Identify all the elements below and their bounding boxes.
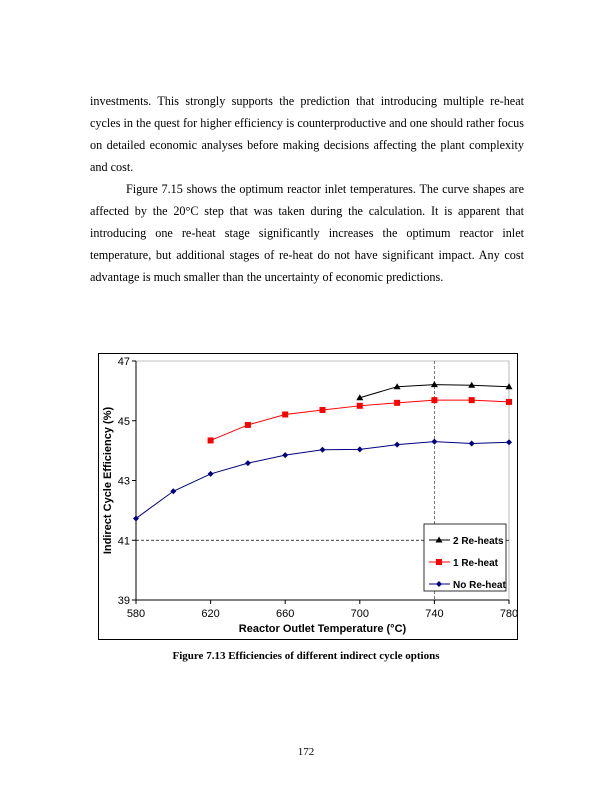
efficiency-chart <box>98 353 518 640</box>
data-point <box>208 437 214 443</box>
x-tick-label: 660 <box>276 608 295 620</box>
data-point <box>245 460 251 466</box>
x-tick-label: 780 <box>499 608 519 620</box>
data-point <box>320 407 326 413</box>
legend-label: No Re-heat <box>453 580 506 591</box>
data-point <box>431 397 437 403</box>
figure-caption: Figure 7.13 Efficiencies of different indirect cycle options <box>172 650 440 662</box>
data-point <box>506 399 512 405</box>
data-point <box>431 381 438 387</box>
data-point <box>282 452 288 458</box>
page-number: 172 <box>297 746 315 758</box>
x-axis-title: Reactor Outlet Temperature (°C) <box>238 623 407 635</box>
data-point <box>469 397 475 403</box>
data-point <box>357 446 363 452</box>
data-point <box>469 440 475 446</box>
legend-marker <box>436 559 442 565</box>
x-tick-label: 700 <box>350 608 369 620</box>
data-point <box>394 400 400 406</box>
x-tick-label: 740 <box>425 608 444 620</box>
data-point <box>320 447 326 453</box>
y-tick-label: 39 <box>117 595 130 607</box>
data-point <box>506 439 512 445</box>
y-axis-title: Indirect Cycle Efficiency (%) <box>102 406 114 555</box>
data-point <box>208 471 214 477</box>
paragraph: Figure 7.15 shows the optimum reactor inlet temperatures. The curve shapes are affected by the 20°C step that was taken during the calculation. It is apparent that introducing one re-heat stage significantly increases the optimum reactor inlet temperature, but additional stages of re-heat do not have significant impact. Any cost advantage is much smaller than the uncertainty of economic predictions. <box>90 182 524 284</box>
paragraph: investments. This strongly supports the prediction that introducing multiple re-heat cycles in the quest for higher efficiency is counterproductive and one should rather focus on detailed economic analyses before making decisions affecting the plant complexity and cost. <box>90 94 524 174</box>
data-point <box>282 411 288 417</box>
data-point <box>394 442 400 448</box>
x-tick-label: 580 <box>126 608 146 620</box>
data-point <box>245 422 251 428</box>
data-point <box>431 439 437 445</box>
legend-label: 1 Re-heat <box>453 558 499 569</box>
x-tick-label: 620 <box>201 608 220 620</box>
series-line-no-re-heat <box>136 442 509 519</box>
legend-label: 2 Re-heats <box>453 536 504 547</box>
y-tick-label: 47 <box>117 356 130 368</box>
y-tick-label: 41 <box>117 535 130 548</box>
y-tick-label: 45 <box>117 415 130 428</box>
data-point <box>357 403 363 409</box>
y-tick-label: 43 <box>117 475 130 488</box>
